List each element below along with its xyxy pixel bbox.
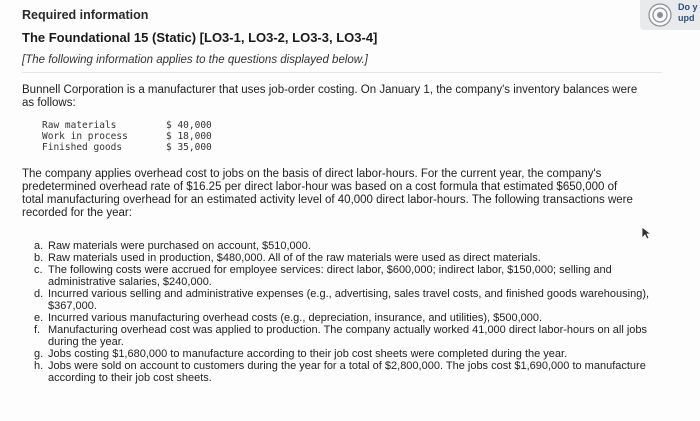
- inventory-value: $ 35,000: [166, 142, 212, 153]
- list-item: [34, 324, 654, 348]
- page-title: The Foundational 15 (Static) [LO3-1, LO3-2, LO3-3, LO3-4]: [22, 30, 378, 45]
- list-item-text: Incurred various manufacturing overhead costs (e.g., depreciation, insurance, and utilities), $500,000.: [48, 312, 543, 324]
- divider: [22, 72, 662, 73]
- list-item: [34, 348, 654, 360]
- list-item-text: Raw materials used in production, $480,000. All of of the raw materials were used as direct materials.: [48, 252, 541, 264]
- list-item-letter: a.: [34, 240, 44, 252]
- inventory-row: [42, 131, 212, 142]
- overhead-paragraph: The company applies overhead cost to jobs on the basis of direct labor-hours. For the current year, the company's predetermined overhead rate of $16.25 per direct labor-hour was based on a cost formula that estimated $650,000 of total manufacturing overhead for an estimated activity level of 40,000 direct labor-hours. The following transactions were recorded for the year:: [22, 168, 633, 219]
- update-prompt-line2: upd: [678, 13, 695, 23]
- inventory-label: Raw materials: [42, 120, 117, 131]
- instructions-note: [The following information applies to the questions displayed below.]: [22, 54, 368, 66]
- list-item: [34, 252, 654, 264]
- intro-paragraph: Bunnell Corporation is a manufacturer that uses job-order costing. On January 1, the company's inventory balances were as follows:: [22, 84, 638, 109]
- list-item: [34, 240, 654, 252]
- list-item-text: Jobs costing $1,680,000 to manufacture according to their job cost sheets were completed during the year.: [48, 348, 568, 360]
- list-item-letter: h.: [34, 360, 44, 372]
- update-prompt-line1: Do y: [678, 2, 698, 12]
- list-item-text: The following costs were accrued for employee services: direct labor, $600,000; indirect labor, $150,000; selling and administrative salaries, $240,000.: [48, 264, 612, 288]
- list-item-letter: b.: [34, 252, 44, 264]
- transactions-list: [34, 240, 654, 384]
- inventory-label: Finished goods: [42, 142, 123, 153]
- list-item: [34, 360, 654, 384]
- mouse-cursor-icon: [641, 226, 653, 240]
- inventory-value: $ 18,000: [166, 131, 212, 142]
- list-item-text: Manufacturing overhead cost was applied to production. The company actually worked 41,000 direct labor-hours on all jobs during the year.: [48, 324, 648, 348]
- list-item: [34, 264, 654, 288]
- list-item-text: Raw materials were purchased on account, $510,000.: [48, 240, 311, 252]
- list-item-letter: c.: [34, 264, 43, 276]
- list-item-text: Incurred various selling and administrative expenses (e.g., advertising, sales travel costs, and finished goods warehousing), $367,000.: [48, 288, 650, 312]
- inventory-balances-table: [42, 120, 212, 153]
- list-item-letter: g.: [34, 348, 44, 360]
- list-item-letter: d.: [34, 288, 44, 300]
- update-prompt-text: [678, 2, 698, 24]
- list-item: [34, 312, 654, 324]
- list-item: [34, 288, 654, 312]
- toggle-icon[interactable]: [648, 3, 672, 27]
- inventory-row: [42, 120, 212, 131]
- inventory-row: [42, 142, 212, 153]
- required-information-heading: Required information: [22, 8, 149, 22]
- update-prompt-widget[interactable]: [640, 0, 700, 30]
- list-item-text: Jobs were sold on account to customers during the year for a total of $2,800,000. The jobs cost $1,690,000 to manufacture according to their job cost sheets.: [48, 360, 646, 384]
- list-item-letter: f.: [34, 324, 41, 336]
- inventory-label: Work in process: [42, 131, 128, 142]
- inventory-value: $ 40,000: [166, 120, 212, 131]
- list-item-letter: e.: [34, 312, 44, 324]
